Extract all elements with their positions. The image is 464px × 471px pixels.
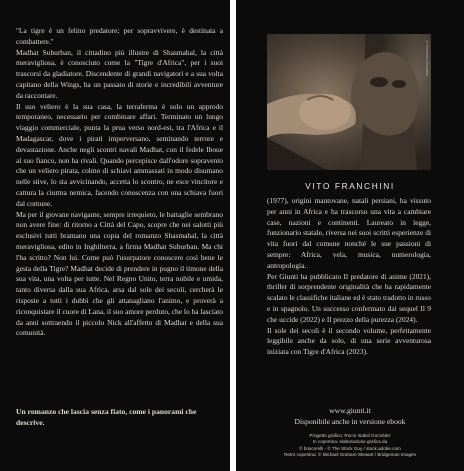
credit-line: © boscorelli - © The Stock Guy / stock.adobe.com <box>299 445 401 451</box>
tagline: Un romanzo che lascia senza fiato, come i panorami che descrive. <box>16 407 197 427</box>
bio-paragraph-1: (1977), origini mantovane, natali persiani, ha vissuto per anni in Africa e ha trascorso una vita a cambiare case, nazioni e continenti. Laureato in legge, funzionario statale, riversa nei suoi scritti esperienze di vita fuori dal comune nonché le sue passioni di sempre: Africa, vela, musica, numerologia, antropologia. <box>267 196 431 270</box>
blurb-paragraph-1: Madhat Suburban, il cittadino più illustre di Shasmahal, la città meravigliosa, è conosciuto come la "Tigre d'Africa", per i suoi trascorsi da gladiatore. Discendente di grandi navigatori e a sua volta capitano della Wings, ha un passato di storie e incredibili avventure da raccontare. <box>16 47 223 100</box>
credit-line: In copertina: elaborazione grafica da <box>312 439 388 445</box>
author-bio <box>267 196 431 358</box>
credit-line: Progetto grafico: Rocío Isabel González <box>309 433 391 438</box>
bio-paragraph-2: Per Giunti ha pubblicato Il predatore di anime (2021), thriller di sorprendente originalità che ha rapidamente scalato le classifiche italiane ed è stato tradotto in russo e in spagnolo. Un successo confermato dai sequel Il 9 che uccide (2022) e Il prezzo della purezza (2024). <box>267 271 431 324</box>
blurb-paragraph-3: Ma per il giovane navigante, sempre irrequieto, le battaglie sembrano non avere fine: di ritorno a Città del Capo, scopre che nei salotti più esclusivi tutti bramano una copia del romanzo Shasmahal, la città meravigliosa, edito in Inghilterra, a firma Madhat Suburban. Ma chi l'ha scritto? Non lui. Come può l'usurpatore conoscere così bene le gesta della Tigre? Madhat decide di prendere in pugno il timone della sua vita, una volta per tutte. Nel Regno Unito, terra nobile e umida, tanto diversa dalla sua Africa, arsa dal sole dei secoli, cercherà le risposte a tutti i dubbi che gli attanagliano l'animo, e proverà a riconquistare il cuore di Lana, il suo amore perduto, che lo ha lasciato da anni sottraendo il piccolo Nick all'affetto di Madhat e della sua comunità. <box>16 209 223 338</box>
right-flap <box>236 0 464 471</box>
author-photo-image <box>267 34 431 170</box>
photo-credit: ©Vincenzo Nicolello <box>425 40 429 77</box>
bio-paragraph-3: Il sole dei secoli è il secondo volume, perfettamente leggibile anche da solo, di una serie avventurosa iniziata con Tigre d'Africa (2023). <box>267 325 431 357</box>
publisher-website: www.giunti.it <box>329 406 371 415</box>
author-photo <box>267 34 431 170</box>
author-name: VITO FRANCHINI <box>305 181 395 191</box>
credits <box>236 433 464 459</box>
left-flap <box>0 0 230 471</box>
credit-line: Retro copertina: © Michael Graham-Stewart / Bridgeman Images <box>284 452 416 458</box>
ebook-note: Disponibile anche in versione ebook <box>294 417 406 426</box>
blurb <box>16 26 223 339</box>
blurb-paragraph-2: Il suo veliero è la sua casa, la terraferma è solo un approdo temporaneo, necessario per combinare affari. Terminato un lungo viaggio commerciale, punta la prua verso nord-est, tra l'Africa e il Madagascar, dove i pirati imperversano, seminando terrore e devastazione. Anche negli scontri navali Madhat, con il fedele Iboue al suo fianco, non ha rivali. Quando percepisce dall'odore sopravento che un veliero pirata, colmo di schiavi ammassati in modo disumano nelle stive, lo sta avvicinando, accetta lo scontro, ne esce vincitore e cattura la ciurma nemica, facendo conoscenza con una schiava fuori dal comune. <box>16 101 223 208</box>
blurb-quote: "La tigre è un felino predatore; per sopravvivere, è destinata a combattere." <box>16 26 223 46</box>
